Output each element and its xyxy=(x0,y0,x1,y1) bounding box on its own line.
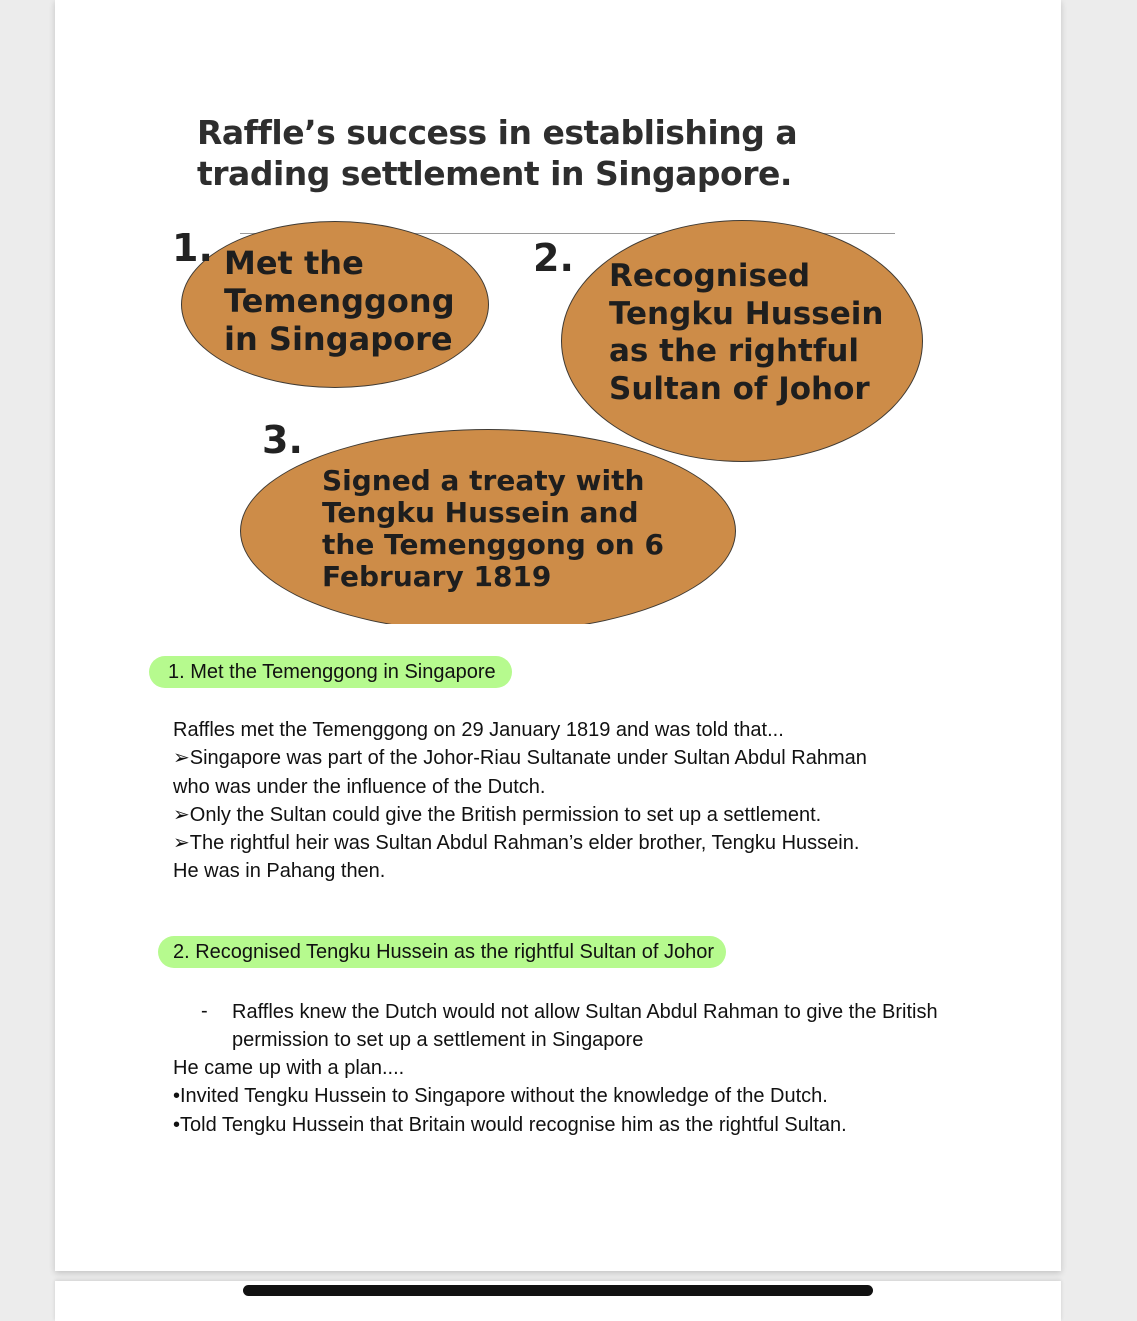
bullet-dash: - xyxy=(201,1000,208,1022)
slide-title: Raffle’s success in establishing a trading settlement in Singapore. xyxy=(197,113,798,193)
step-3-text: Signed a treaty with Tengku Hussein and the Temenggong on 6 February 1819 xyxy=(322,464,664,593)
home-indicator[interactable] xyxy=(243,1285,873,1296)
document-page xyxy=(55,0,1061,1271)
section-2-dash-item: Raffles knew the Dutch would not allow Sultan Abdul Rahman to give the British permission to set up a settlement in Singapore xyxy=(232,1001,938,1052)
step-2-number: 2. xyxy=(533,236,574,280)
section-1-body: Raffles met the Temenggong on 29 January 1819 and was told that... ➢Singapore was part of the Johor-Riau Sultanate under Sultan Abdul Rahman who was under the influence of the Dutch. ➢Only the Sultan could give the British permission to set up a settlement. ➢The rightful heir was Sultan Abdul Rahman’s elder brother, Tengku Hussein. He was in Pahang then. xyxy=(173,719,867,883)
step-3-number: 3. xyxy=(262,418,303,462)
section-1-heading: 1. Met the Temenggong in Singapore xyxy=(149,656,512,688)
step-1-number: 1. xyxy=(172,226,213,270)
step-2-text: Recognised Tengku Hussein as the rightful Sultan of Johor xyxy=(609,258,884,407)
step-1-text: Met the Temenggong in Singapore xyxy=(224,244,455,358)
section-2-heading: 2. Recognised Tengku Hussein as the rightful Sultan of Johor xyxy=(158,936,726,968)
section-2-body: He came up with a plan.... •Invited Tengku Hussein to Singapore without the knowledge of the Dutch. •Told Tengku Hussein that Britain would recognise him as the rightful Sultan. xyxy=(173,1057,847,1136)
